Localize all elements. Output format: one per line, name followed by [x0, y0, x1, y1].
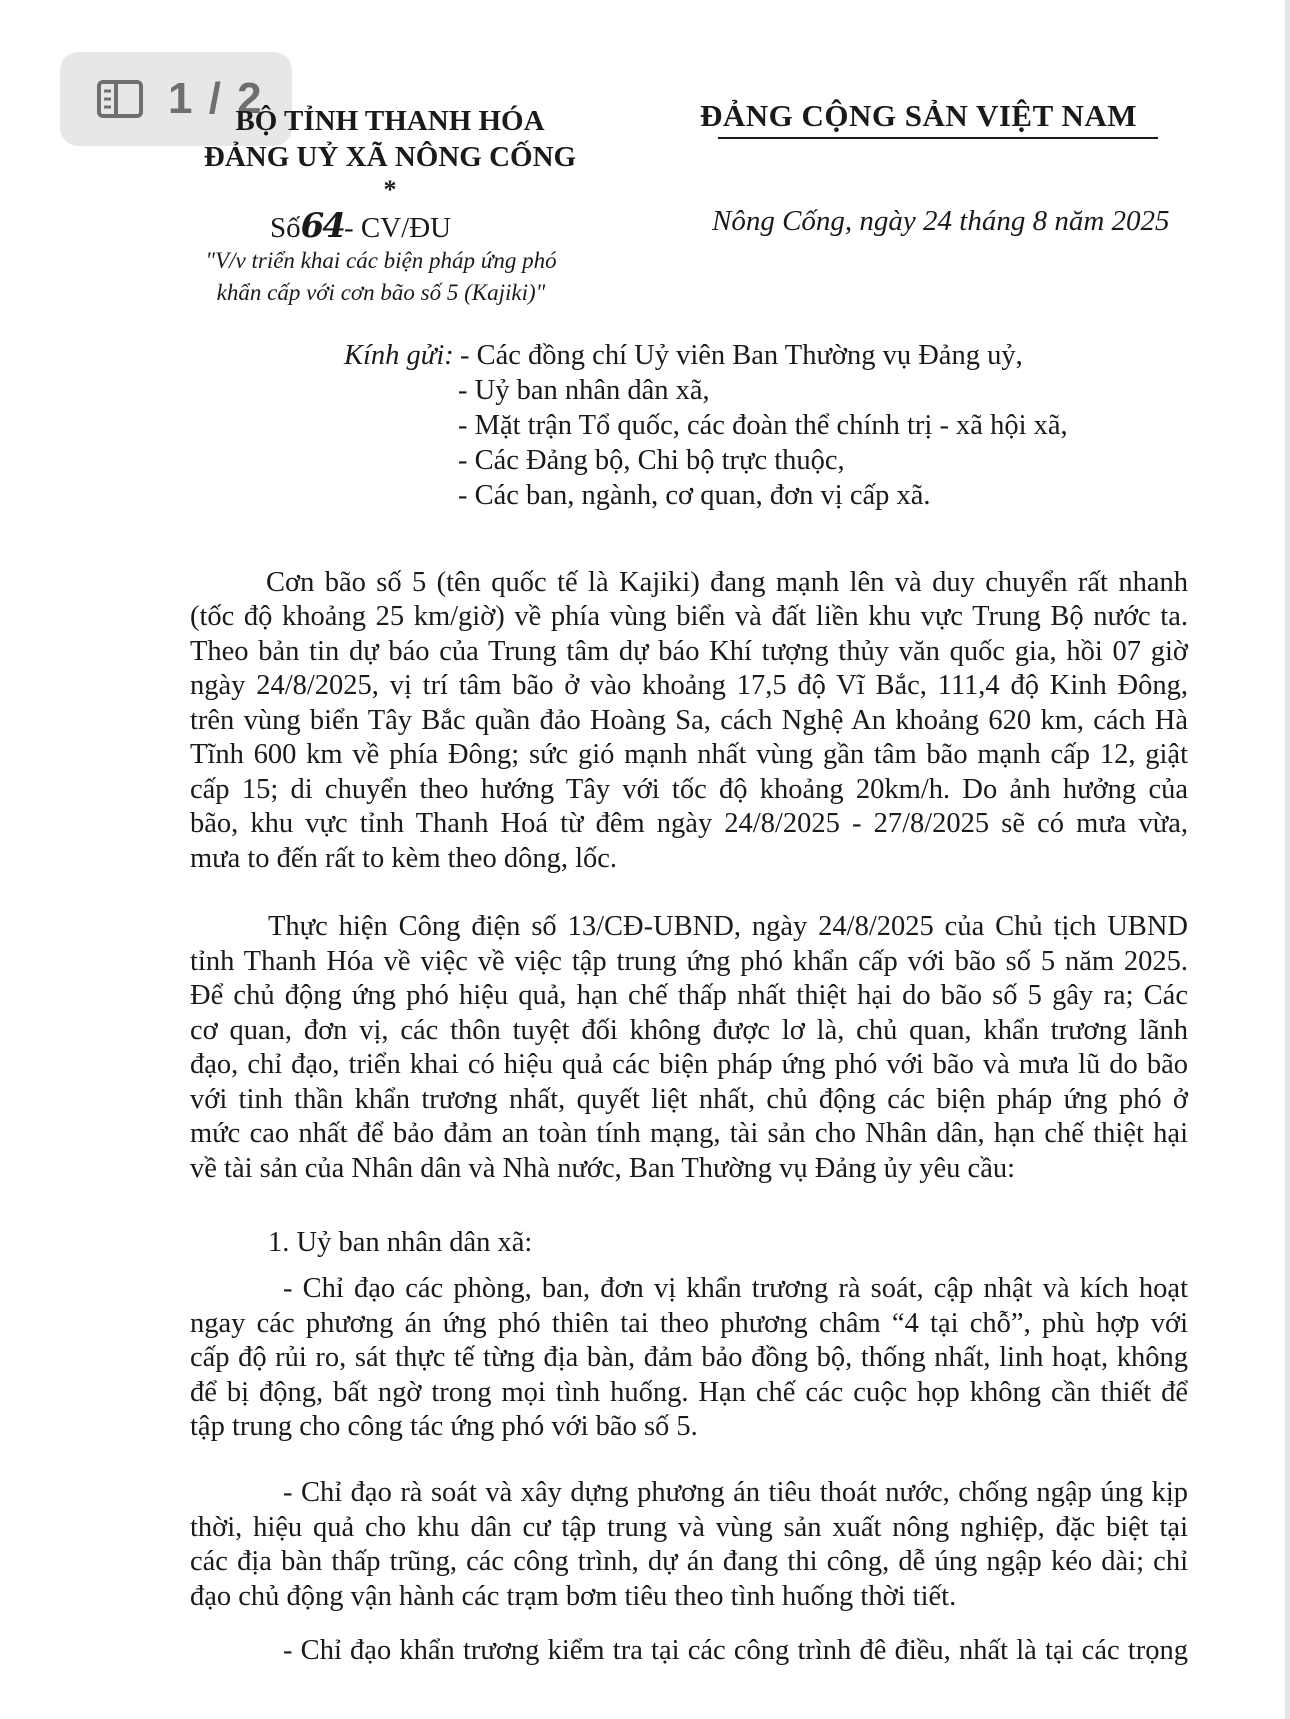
body-line: tập trung cho công tác ứng phó với bão số 5. [190, 1411, 698, 1442]
body-line: - Chỉ đạo rà soát và xây dựng phương án tiêu thoát nước, chống ngập úng kịp [283, 1477, 1188, 1508]
body-line: Để chủ động ứng phó hiệu quả, hạn chế thấp nhất thiệt hại do bão số 5 gây ra; Các [190, 980, 1188, 1011]
recipients-label: Kính gửi: [344, 340, 454, 371]
recipient-item: - Các đồng chí Uỷ viên Ban Thường vụ Đảng uỷ, [460, 340, 1023, 371]
document-number [270, 206, 451, 246]
party-name-underline [718, 137, 1158, 139]
subject-line-2: khẩn cấp với cơn bão số 5 (Kajiki)" [216, 280, 546, 305]
body-line: - Chỉ đạo khẩn trương kiểm tra tại các công trình đê điều, nhất là tại các trọng [283, 1635, 1188, 1666]
body-line: đạo, chỉ đạo, triển khai có hiệu quả các biện pháp ứng phó với bão và mưa lũ do bão [190, 1049, 1188, 1080]
org-line-1: BỘ TỈNH THANH HÓA [235, 105, 545, 137]
section-title: 1. Uỷ ban nhân dân xã: [268, 1227, 533, 1258]
body-line: (tốc độ khoảng 25 km/giờ) về phía vùng biển và đất liền khu vực Trung Bộ nước ta. [190, 601, 1188, 632]
body-line: Tĩnh 600 km về phía Đông; sức gió mạnh nhất vùng gần tâm bão mạnh cấp 12, giật [190, 739, 1188, 770]
body-line: ngày 24/8/2025, vị trí tâm bão ở vào khoảng 17,5 độ Vĩ Bắc, 111,4 độ Kinh Đông, [190, 670, 1188, 701]
body-line: - Chỉ đạo các phòng, ban, đơn vị khẩn trương rà soát, cập nhật và kích hoạt [283, 1273, 1188, 1304]
body-line: cơ quan, đơn vị, các thôn tuyệt đối không được lơ là, chủ quan, khẩn trương lãnh [190, 1015, 1188, 1046]
recipient-item: - Uỷ ban nhân dân xã, [458, 375, 710, 406]
body-line: trên vùng biển Tây Bắc quần đảo Hoàng Sa, cách Nghệ An khoảng 620 km, cách Hà [190, 705, 1188, 736]
org-line-2: ĐẢNG UỶ XÃ NÔNG CỐNG [203, 141, 577, 173]
body-line: Theo bản tin dự báo của Trung tâm dự báo Khí tượng thủy văn quốc gia, hồi 07 giờ [190, 636, 1188, 667]
org-star: * [383, 175, 397, 204]
body-line: mức cao nhất để bảo đảm an toàn tính mạng, tài sản cho Nhân dân, hạn chế thiệt hại [190, 1118, 1188, 1149]
body-line: Cơn bão số 5 (tên quốc tế là Kajiki) đang mạnh lên và duy chuyển rất nhanh [266, 567, 1188, 598]
place-date: Nông Cống, ngày 24 tháng 8 năm 2025 [712, 205, 1170, 237]
body-line: với tinh thần khẩn trương nhất, quyết liệt nhất, chủ động các biện pháp ứng phó ở [190, 1084, 1188, 1115]
body-line: Thực hiện Công điện số 13/CĐ-UBND, ngày 24/8/2025 của Chủ tịch UBND [268, 911, 1188, 942]
doc-number-handwritten: 64 [300, 206, 344, 246]
body-line: ngay các phương án ứng phó thiên tai theo phương châm “4 tại chỗ”, phù hợp với [190, 1308, 1188, 1339]
recipient-item: - Mặt trận Tổ quốc, các đoàn thể chính trị - xã hội xã, [458, 410, 1068, 441]
recipient-item: - Các ban, ngành, cơ quan, đơn vị cấp xã. [458, 480, 931, 511]
body-line: về tài sản của Nhân dân và Nhà nước, Ban Thường vụ Đảng ủy yêu cầu: [190, 1153, 1016, 1184]
body-line: đạo chủ động vận hành các trạm bơm tiêu theo tình huống thời tiết. [190, 1581, 957, 1612]
body-line: bão, khu vực tỉnh Thanh Hoá từ đêm ngày 24/8/2025 - 27/8/2025 sẽ có mưa vừa, [190, 808, 1188, 839]
body-line: mưa to đến rất to kèm theo dông, lốc. [190, 843, 618, 874]
subject-line-1: "V/v triển khai các biện pháp ứng phó [205, 248, 557, 273]
doc-number-suffix: - CV/ĐU [343, 212, 452, 244]
body-line: các địa bàn thấp trũng, các công trình, dự án đang thi công, dễ úng ngập kéo dài; chỉ [190, 1546, 1188, 1577]
document-pages-icon [96, 79, 144, 119]
body-line: cấp 15; di chuyển theo hướng Tây với tốc độ khoảng 20km/h. Do ảnh hưởng của [190, 774, 1188, 805]
recipient-item: - Các Đảng bộ, Chi bộ trực thuộc, [458, 445, 845, 476]
party-name: ĐẢNG CỘNG SẢN VIỆT NAM [700, 98, 1138, 133]
body-line: cấp độ rủi ro, sát thực tế từng địa bàn, đảm bảo đồng bộ, thống nhất, linh hoạt, không [190, 1342, 1188, 1373]
body-line: tỉnh Thanh Hóa về việc về việc tập trung ứng phó khẩn cấp với bão số 5 năm 2025. [190, 946, 1188, 977]
body-line: thời, hiệu quả cho khu dân cư tập trung và vùng sản xuất nông nghiệp, đặc biệt tại [190, 1512, 1188, 1543]
body-line: để bị động, bất ngờ trong mọi tình huống. Hạn chế các cuộc họp không cần thiết để [190, 1377, 1188, 1408]
doc-number-prefix: Số [270, 212, 301, 244]
page-edge [1285, 0, 1290, 1719]
page-indicator-text: 1 / 2 [168, 74, 264, 123]
